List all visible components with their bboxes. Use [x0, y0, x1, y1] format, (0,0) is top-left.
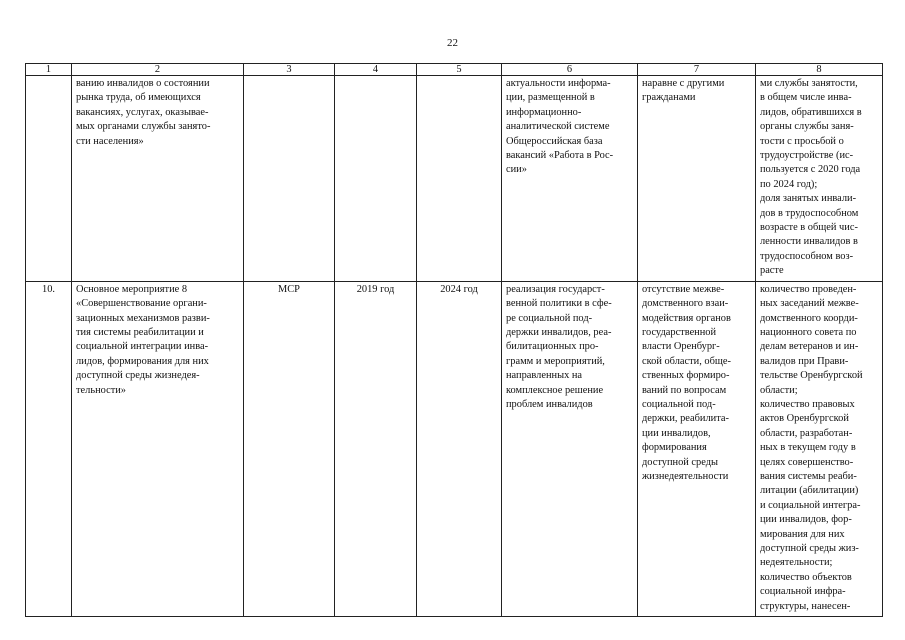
- column-header-4: 4: [335, 64, 417, 76]
- column-header-5: 5: [417, 64, 502, 76]
- cell-start-year: 2019 год: [335, 281, 417, 616]
- cell-expected-result: актуальности информа- ции, размещенной в информационно- аналитической системе Общероссийская база вакансий «Работа в Рос- сии»: [502, 76, 638, 282]
- cell-executor: [244, 76, 335, 282]
- column-header-3: 3: [244, 64, 335, 76]
- cell-end-year: 2024 год: [417, 281, 502, 616]
- table-row: [26, 76, 883, 282]
- cell-indicators: ми службы занятости, в общем числе инва- лидов, обратившихся в органы службы заня- тости с просьбой о трудоустройстве (ис- пользуется с 2020 года по 2024 год); доля занятых инвали- дов в трудоспособном возрасте в общей чис- ленности инвалидов в трудоспособном воз- расте: [756, 76, 883, 282]
- measures-table: [25, 63, 883, 617]
- column-header-1: 1: [26, 64, 72, 76]
- column-number-row: [26, 64, 883, 76]
- cell-event: ванию инвалидов о состоянии рынка труда, об имеющихся вакансиях, услугах, оказывае- мых органами службы занято- сти населения»: [72, 76, 244, 282]
- column-header-7: 7: [638, 64, 756, 76]
- cell-start-year: [335, 76, 417, 282]
- column-header-2: 2: [72, 64, 244, 76]
- cell-executor: МСР: [244, 281, 335, 616]
- cell-consequences: наравне с другими гражданами: [638, 76, 756, 282]
- column-header-6: 6: [502, 64, 638, 76]
- page-number: 22: [447, 37, 458, 49]
- cell-indicators: количество проведен- ных заседаний межве- домственного коорди- национного совета по делам ветеранов и ин- валидов при Прави- тельстве Оренбургской области; количество правовых актов Оренбургской области, разработан- ных в текущем году в целях совершенство- вания системы реаби- литации (абилитации) и социальной интегра- ции инвалидов, фор- мирования для них доступной среды жиз- недеятельности; количество объектов социальной инфра- структуры, нанесен-: [756, 281, 883, 616]
- cell-consequences: отсутствие межве- домственного взаи- модействия органов государственной власти Оренбург- ской области, обще- ственных формиро- ваний по вопросам социальной под- держки, реабилита- ции инвалидов, формирования доступной среды жизнедеятельности: [638, 281, 756, 616]
- cell-expected-result: реализация государст- венной политики в сфе- ре социальной под- держки инвалидов, реа- билитационных про- грамм и мероприятий, направленных на комплексное решение проблем инвалидов: [502, 281, 638, 616]
- table-row: [26, 281, 883, 616]
- column-header-8: 8: [756, 64, 883, 76]
- cell-event: Основное мероприятие 8 «Совершенствование органи- зационных механизмов разви- тия системы реабилитации и социальной интеграции инва- лидов, формирования для них доступной среды жизнедея- тельности»: [72, 281, 244, 616]
- cell-number: [26, 76, 72, 282]
- cell-end-year: [417, 76, 502, 282]
- cell-number: 10.: [26, 281, 72, 616]
